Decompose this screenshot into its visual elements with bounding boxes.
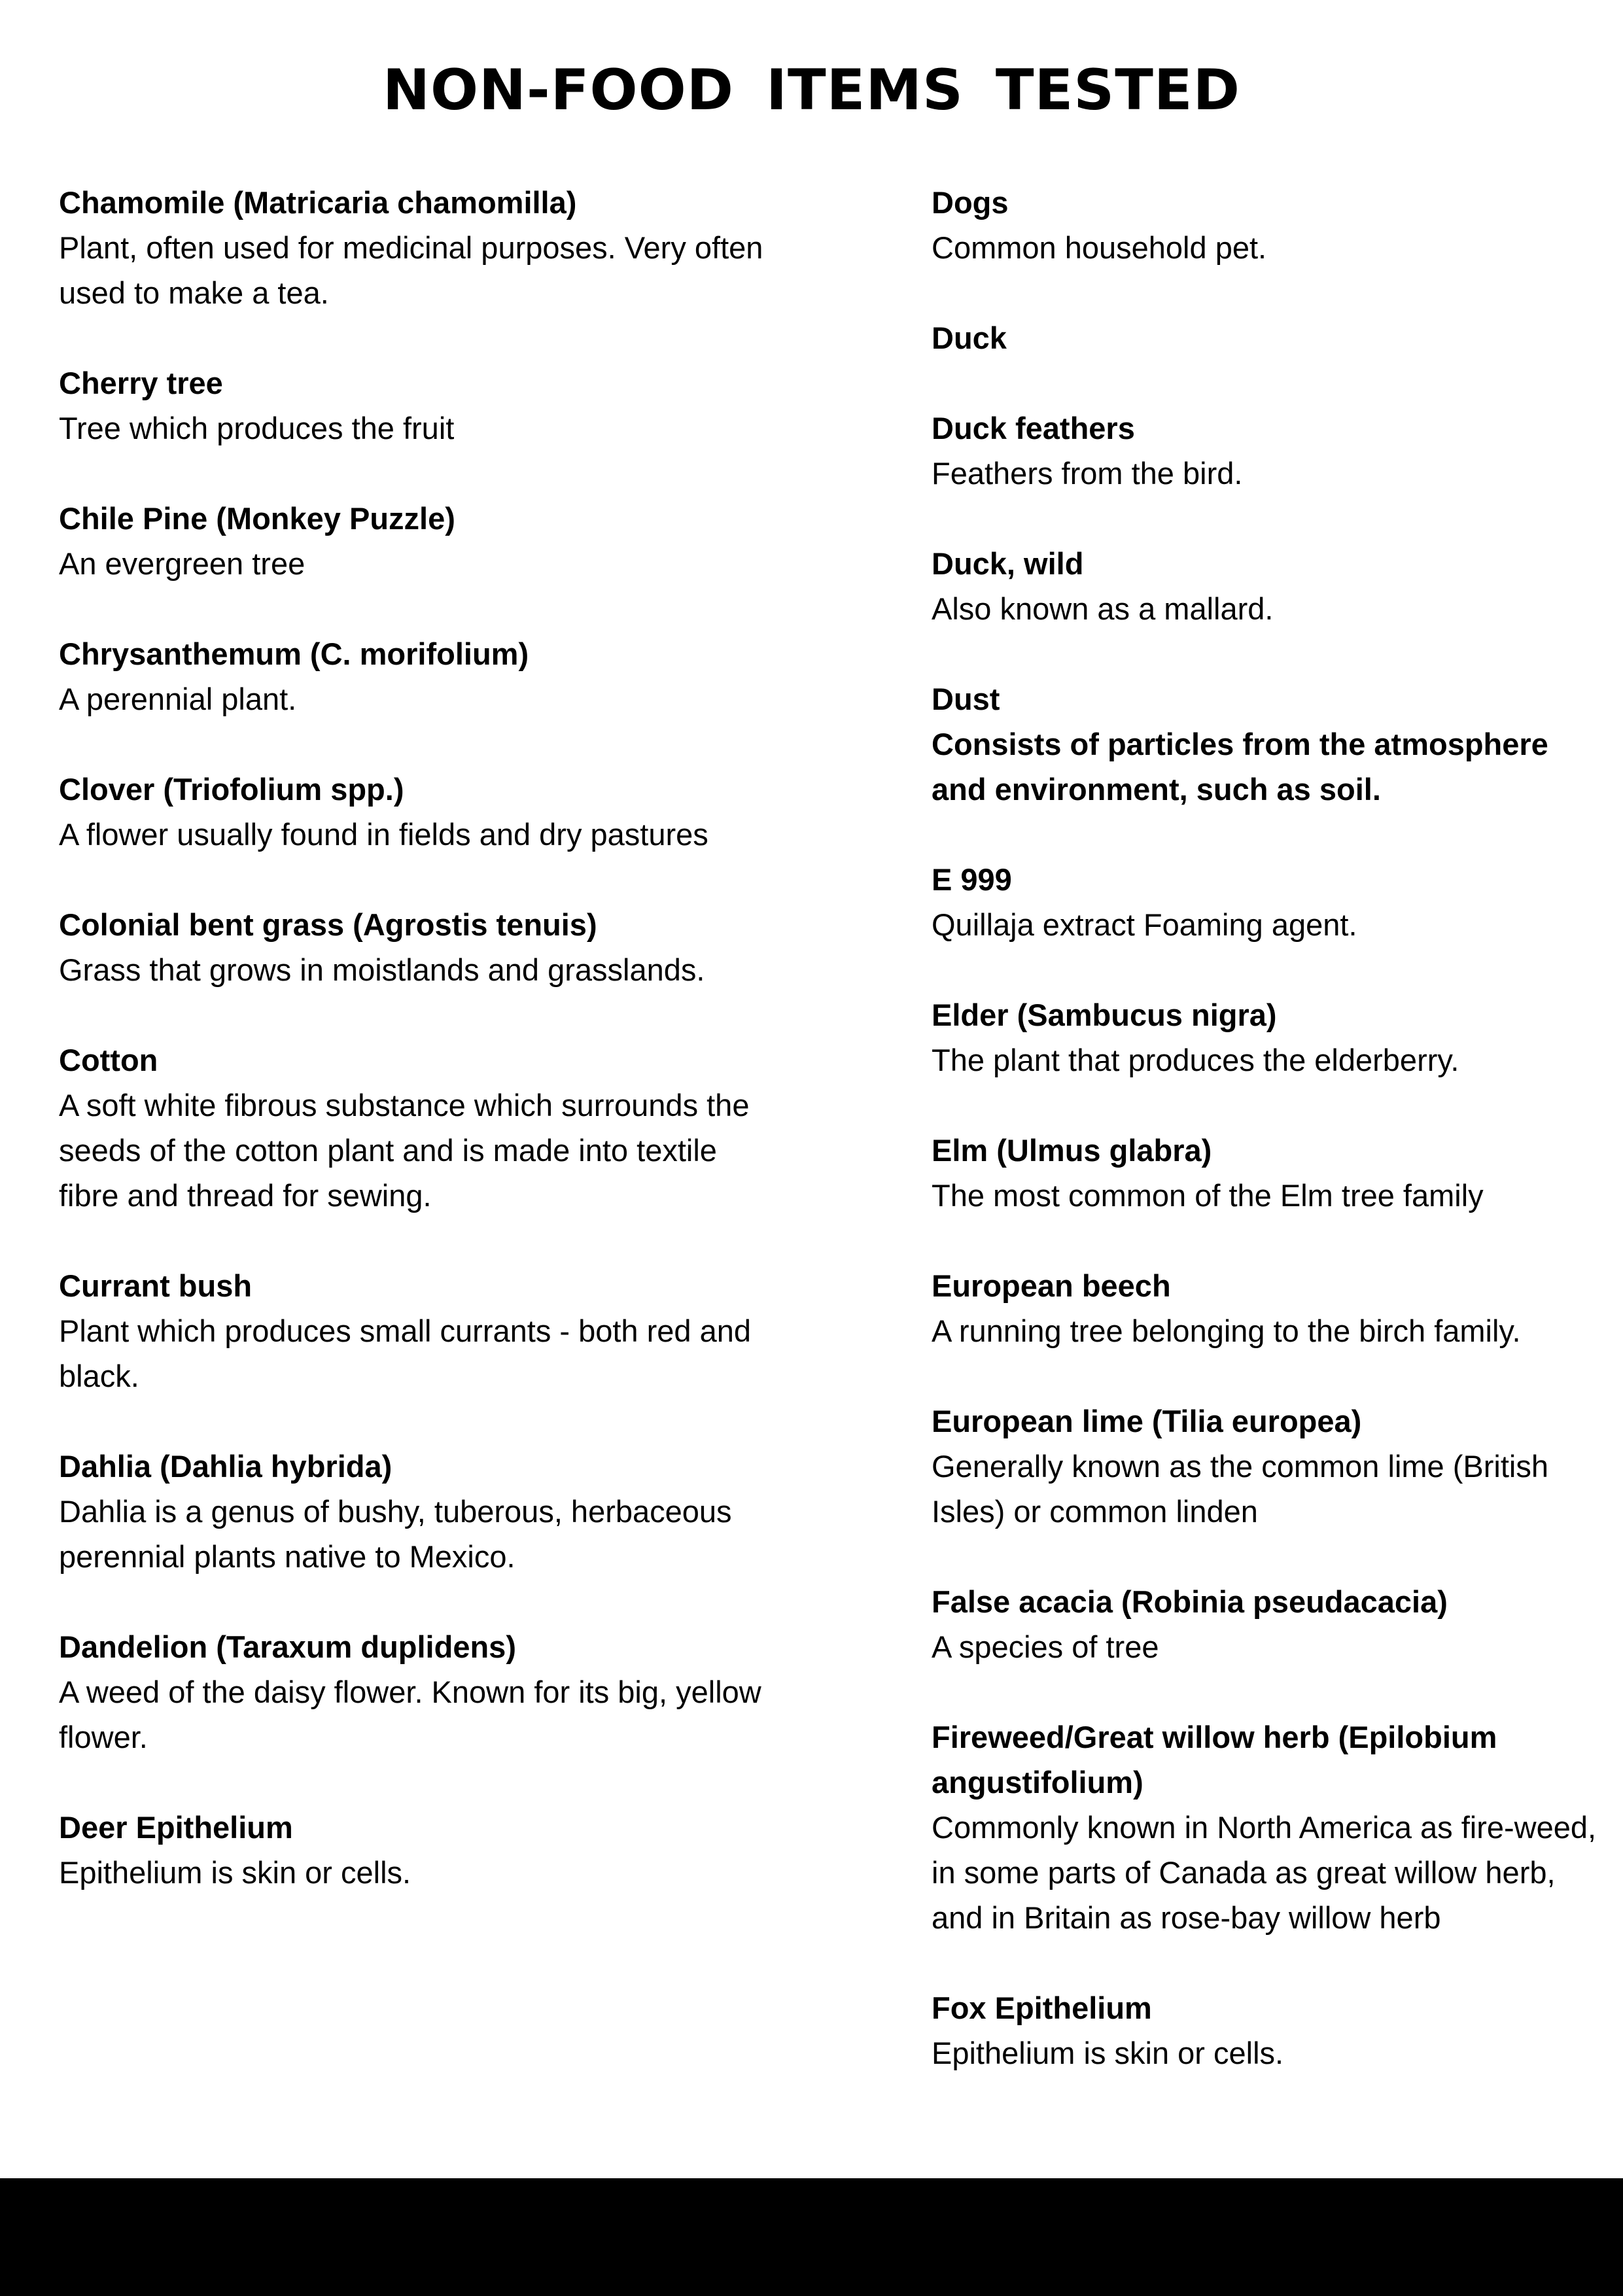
- item-description: A weed of the daisy flower. Known for its big, yellow flower.: [59, 1675, 761, 1754]
- item-name: Duck, wild: [932, 546, 1084, 581]
- item-name: Chamomile (Matricaria chamomilla): [59, 185, 577, 220]
- item-entry: [932, 1714, 1599, 1940]
- item-name: Dandelion (Taraxum duplidens): [59, 1629, 516, 1664]
- item-entry: [932, 992, 1599, 1083]
- item-name: Clover (Triofolium spp.): [59, 772, 404, 807]
- item-name: E 999: [932, 862, 1012, 897]
- item-name: European beech: [932, 1268, 1171, 1303]
- item-name: Chrysanthemum (C. morifolium): [59, 636, 529, 671]
- item-description: Plant, often used for medicinal purposes. Very often used to make a tea.: [59, 230, 763, 310]
- item-name: Duck: [932, 321, 1007, 355]
- item-entry: [932, 406, 1599, 496]
- item-entry: [59, 767, 778, 857]
- item-description: Consists of particles from the atmosphere and environment, such as soil.: [932, 727, 1548, 807]
- item-description: Generally known as the common lime (British Isles) or common linden: [932, 1449, 1548, 1529]
- left-column: [59, 180, 778, 1940]
- item-entry: [59, 360, 778, 451]
- right-column: [932, 180, 1599, 2121]
- item-name: Chile Pine (Monkey Puzzle): [59, 501, 455, 536]
- item-description: A running tree belonging to the birch family.: [932, 1313, 1521, 1348]
- item-description: An evergreen tree: [59, 546, 305, 581]
- item-description: Grass that grows in moistlands and grasslands.: [59, 952, 705, 987]
- item-entry: [59, 1263, 778, 1399]
- item-entry: [59, 902, 778, 992]
- item-name: Dahlia (Dahlia hybrida): [59, 1449, 393, 1484]
- item-entry: [59, 496, 778, 586]
- item-entry: [932, 1579, 1599, 1669]
- item-description: Quillaja extract Foaming agent.: [932, 907, 1357, 942]
- item-entry: [932, 541, 1599, 631]
- item-name: Dogs: [932, 185, 1009, 220]
- item-description: Epithelium is skin or cells.: [932, 2036, 1284, 2070]
- item-entry: [932, 1263, 1599, 1353]
- item-name: Cherry tree: [59, 366, 223, 400]
- item-name: Dust: [932, 682, 1000, 716]
- item-entry: [932, 315, 1599, 360]
- item-entry: [59, 180, 778, 315]
- item-name: Elm (Ulmus glabra): [932, 1133, 1212, 1168]
- item-name: Deer Epithelium: [59, 1810, 293, 1845]
- item-name: Elder (Sambucus nigra): [932, 998, 1277, 1032]
- item-description: Dahlia is a genus of bushy, tuberous, herbaceous perennial plants native to Mexico.: [59, 1494, 732, 1574]
- item-name: Colonial bent grass (Agrostis tenuis): [59, 907, 597, 942]
- item-entry: [59, 1444, 778, 1579]
- item-description: Plant which produces small currants - both red and black.: [59, 1313, 752, 1393]
- item-description: Commonly known in North America as fire-weed, in some parts of Canada as great willow herb, and in Britain as rose-bay willow herb: [932, 1810, 1597, 1935]
- page-title: NON-FOOD ITEMS TESTED: [382, 58, 1241, 123]
- footer-bar: [0, 2178, 1623, 2296]
- item-description: Tree which produces the fruit: [59, 411, 455, 445]
- item-entry: [932, 1985, 1599, 2076]
- item-entry: [59, 1037, 778, 1218]
- item-description: Common household pet.: [932, 230, 1267, 265]
- item-entry: [932, 676, 1599, 812]
- item-description: A flower usually found in fields and dry pastures: [59, 817, 708, 852]
- item-description: Epithelium is skin or cells.: [59, 1855, 411, 1890]
- item-description: Also known as a mallard.: [932, 591, 1274, 626]
- item-description: A species of tree: [932, 1629, 1159, 1664]
- item-name: Duck feathers: [932, 411, 1135, 445]
- item-name: European lime (Tilia europea): [932, 1404, 1362, 1438]
- item-name: Fireweed/Great willow herb (Epilobium angustifolium): [932, 1720, 1497, 1800]
- item-entry: [932, 180, 1599, 270]
- item-description: The plant that produces the elderberry.: [932, 1043, 1459, 1077]
- item-name: Currant bush: [59, 1268, 253, 1303]
- item-entry: [59, 1624, 778, 1760]
- item-entry: [932, 1399, 1599, 1534]
- item-entry: [932, 857, 1599, 947]
- item-entry: [932, 1128, 1599, 1218]
- item-name: False acacia (Robinia pseudacacia): [932, 1584, 1448, 1619]
- item-entry: [59, 1805, 778, 1895]
- item-description: A perennial plant.: [59, 682, 297, 716]
- item-entry: [59, 631, 778, 722]
- item-description: The most common of the Elm tree family: [932, 1178, 1484, 1213]
- item-description: A soft white fibrous substance which surrounds the seeds of the cotton plant and is made into textile fibre and thread for sewing.: [59, 1088, 750, 1213]
- item-name: Fox Epithelium: [932, 1991, 1152, 2025]
- item-name: Cotton: [59, 1043, 158, 1077]
- item-description: Feathers from the bird.: [932, 456, 1243, 491]
